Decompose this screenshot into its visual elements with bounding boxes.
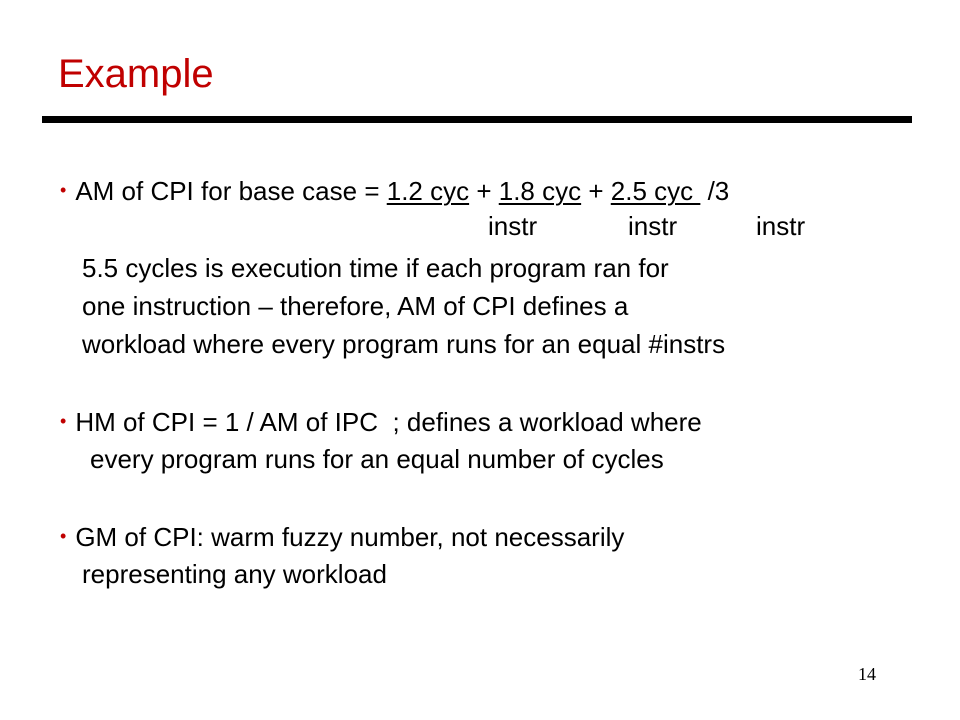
am-term-2: 1.8 cyc <box>498 176 582 206</box>
gm-bullet-line-1 <box>60 519 624 554</box>
slide-title: Example <box>58 52 214 96</box>
title-divider <box>42 116 912 123</box>
hm-line-1-text: HM of CPI = 1 / AM of IPC ; defines a workload where <box>75 407 702 437</box>
am-denominator-1: instr <box>488 211 538 241</box>
am-line-2: 5.5 cycles is execution time if each program ran for <box>82 253 669 283</box>
am-bullet-line-1 <box>60 173 729 208</box>
am-term-1: 1.2 cyc <box>386 176 470 206</box>
page-number: 14 <box>858 664 876 684</box>
gm-line-1-text: GM of CPI: warm fuzzy number, not necessarily <box>75 522 625 552</box>
am-line-4: workload where every program runs for an equal #instrs <box>82 329 726 359</box>
gm-bullet-marker: • <box>60 526 67 546</box>
am-term-3: 2.5 cyc <box>610 176 701 206</box>
am-prefix: AM of CPI for base case = <box>75 176 387 206</box>
am-suffix: /3 <box>700 176 730 206</box>
am-denominator-3: instr <box>756 211 806 241</box>
am-bullet-marker: • <box>60 180 67 200</box>
am-denominator-2: instr <box>628 211 678 241</box>
hm-bullet-marker: • <box>60 411 67 431</box>
am-plus-1: + <box>469 176 499 206</box>
hm-line-2: every program runs for an equal number of cycles <box>90 444 664 474</box>
am-plus-2: + <box>581 176 611 206</box>
hm-bullet-line-1 <box>60 404 702 439</box>
am-line-3: one instruction – therefore, AM of CPI defines a <box>82 291 629 321</box>
gm-line-2: representing any workload <box>82 559 387 589</box>
